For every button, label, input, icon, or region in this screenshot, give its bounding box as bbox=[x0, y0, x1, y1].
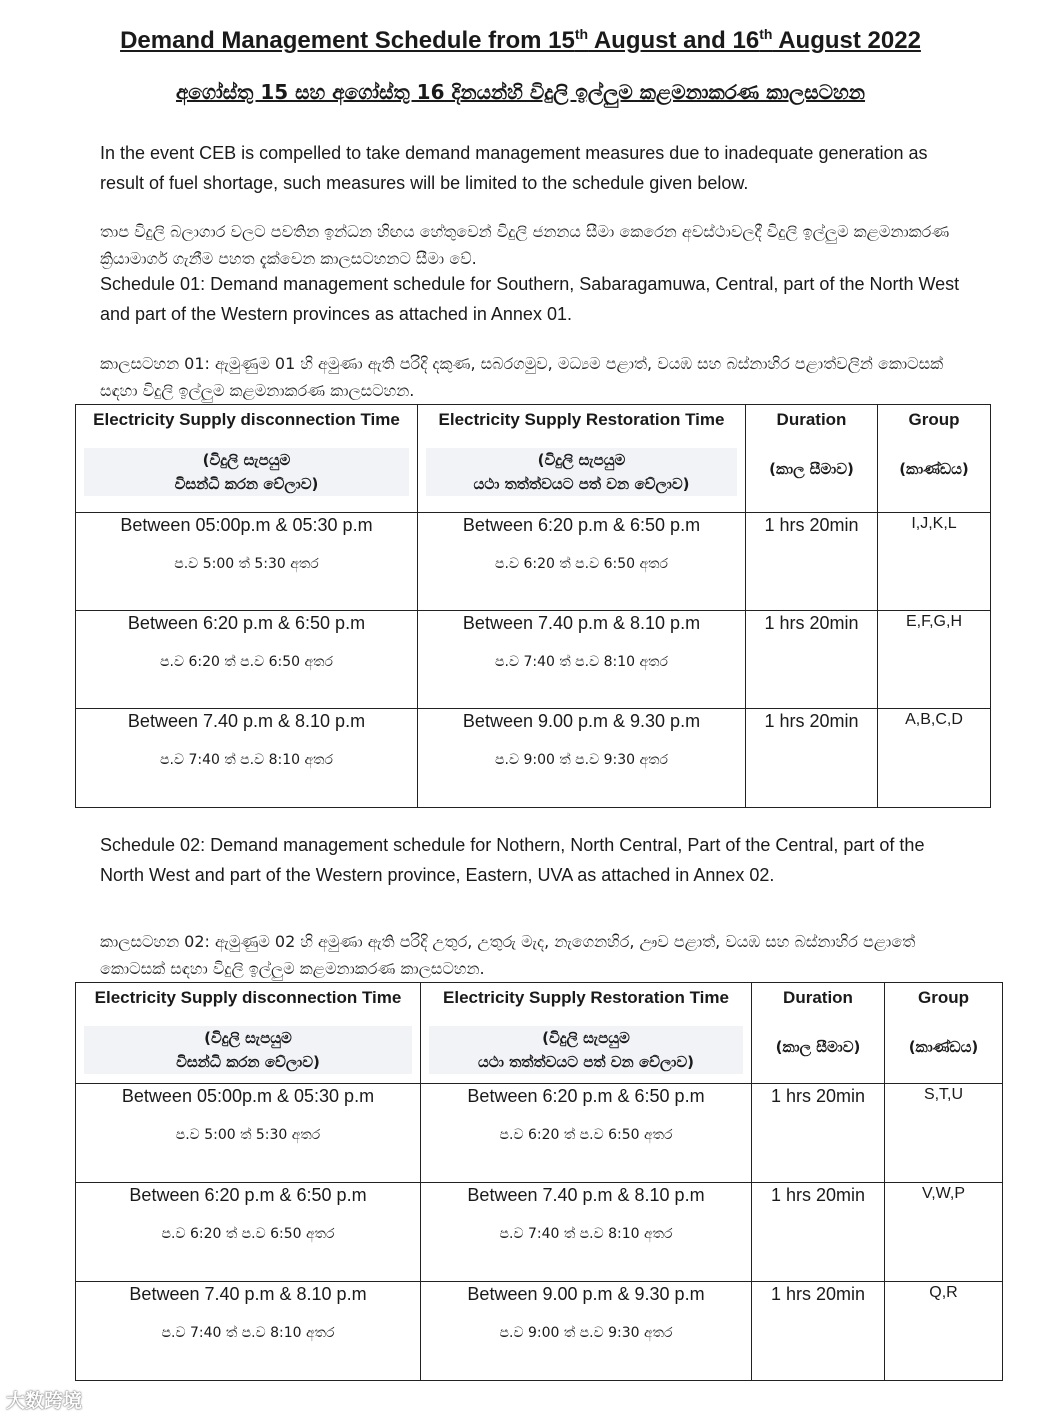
schedule1-intro-en: Schedule 01: Demand management schedule for Southern, Sabaragamuwa, Central, part of the North West and part of the Western provinces as attached in Annex 01. bbox=[100, 274, 960, 324]
intro-paragraph-en: In the event CEB is compelled to take demand management measures due to inadequate generation as result of fuel shortage, such measures will be limited to the schedule given below. bbox=[100, 143, 928, 193]
restore-cell: Between 9.00 p.m & 9.30 p.m ප.ව 9:00 ත් ප.ව 9:30 අතර bbox=[421, 1282, 752, 1381]
table-row bbox=[76, 709, 991, 808]
document-title: Demand Management Schedule from 15th August and 16th August 2022 bbox=[120, 26, 921, 54]
group-cell: E,F,G,H bbox=[878, 611, 991, 709]
header-restoration-time: Electricity Supply Restoration Time (විදුලි සැපයුම යථා තත්ත්වයට පත් වන වේලාව) bbox=[418, 405, 746, 513]
header-group: Group (කාණ්ඩය) bbox=[885, 983, 1003, 1084]
duration-cell: 1 hrs 20min bbox=[752, 1282, 885, 1381]
group-cell: I,J,K,L bbox=[878, 513, 991, 611]
header-disconnection-time: Electricity Supply disconnection Time (විදුලි සැපයුම විසන්ධි කරන වේලාව) bbox=[76, 983, 421, 1084]
watermark: 大数跨境 bbox=[6, 1390, 83, 1412]
table-header-row bbox=[76, 405, 991, 513]
disconnect-cell: Between 05:00p.m & 05:30 p.m ප.ව 5:00 ත් 5:30 අතර bbox=[76, 513, 418, 611]
restore-cell: Between 9.00 p.m & 9.30 p.m ප.ව 9:00 ත් ප.ව 9:30 අතර bbox=[418, 709, 746, 808]
table-row bbox=[76, 611, 991, 709]
restore-cell: Between 7.40 p.m & 8.10 p.m ප.ව 7:40 ත් ප.ව 8:10 අතර bbox=[418, 611, 746, 709]
disconnect-cell: Between 05:00p.m & 05:30 p.m ප.ව 5:00 ත් 5:30 අතර bbox=[76, 1084, 421, 1183]
duration-cell: 1 hrs 20min bbox=[752, 1084, 885, 1183]
table-header-row bbox=[76, 983, 1003, 1084]
duration-cell: 1 hrs 20min bbox=[746, 513, 878, 611]
schedule1-intro-si: කාලසටහන 01: ඇමුණුම 01 හි අමුණා ඇති පරිදි දකුණ, සබරගමුව, මධ්‍යම පළාත්, වයඹ සහ බස්නාහිර පළාත්වලින් කොටසක් සඳහා විදුලි ඉල්ලුම කළමනාකරණ කාලසටහන. bbox=[100, 354, 944, 400]
group-cell: V,W,P bbox=[885, 1183, 1003, 1282]
duration-cell: 1 hrs 20min bbox=[746, 709, 878, 808]
header-disconnection-time: Electricity Supply disconnection Time (විදුලි සැපයුම විසන්ධි කරන වේලාව) bbox=[76, 405, 418, 513]
table-row bbox=[76, 1282, 1003, 1381]
restore-cell: Between 6:20 p.m & 6:50 p.m ප.ව 6:20 ත් ප.ව 6:50 අතර bbox=[418, 513, 746, 611]
group-cell: A,B,C,D bbox=[878, 709, 991, 808]
disconnect-cell: Between 6:20 p.m & 6:50 p.m ප.ව 6:20 ත් ප.ව 6:50 අතර bbox=[76, 1183, 421, 1282]
header-duration: Duration (කාල සීමාව) bbox=[752, 983, 885, 1084]
group-cell: Q,R bbox=[885, 1282, 1003, 1381]
disconnect-cell: Between 7.40 p.m & 8.10 p.m ප.ව 7:40 ත් ප.ව 8:10 අතර bbox=[76, 1282, 421, 1381]
disconnect-cell: Between 6:20 p.m & 6:50 p.m ප.ව 6:20 ත් ප.ව 6:50 අතර bbox=[76, 611, 418, 709]
document-subtitle-wrap bbox=[0, 80, 1041, 104]
header-group: Group (කාණ්ඩය) bbox=[878, 405, 991, 513]
duration-cell: 1 hrs 20min bbox=[752, 1183, 885, 1282]
disconnect-cell: Between 7.40 p.m & 8.10 p.m ප.ව 7:40 ත් ප.ව 8:10 අතර bbox=[76, 709, 418, 808]
table-row bbox=[76, 1084, 1003, 1183]
schedule1-table bbox=[75, 404, 991, 808]
schedule2-table bbox=[75, 982, 1003, 1381]
table-row bbox=[76, 1183, 1003, 1282]
table-row bbox=[76, 513, 991, 611]
header-restoration-time: Electricity Supply Restoration Time (විදුලි සැපයුම යථා තත්ත්වයට පත් වන වේලාව) bbox=[421, 983, 752, 1084]
restore-cell: Between 6:20 p.m & 6:50 p.m ප.ව 6:20 ත් ප.ව 6:50 අතර bbox=[421, 1084, 752, 1183]
header-duration: Duration (කාල සීමාව) bbox=[746, 405, 878, 513]
schedule2-intro-en: Schedule 02: Demand management schedule for Nothern, North Central, Part of the Central, part of the North West and part of the Western province, Eastern, UVA as attached in Annex 02. bbox=[100, 835, 925, 885]
document-title-wrap bbox=[0, 26, 1041, 55]
restore-cell: Between 7.40 p.m & 8.10 p.m ප.ව 7:40 ත් ප.ව 8:10 අතර bbox=[421, 1183, 752, 1282]
duration-cell: 1 hrs 20min bbox=[746, 611, 878, 709]
group-cell: S,T,U bbox=[885, 1084, 1003, 1183]
schedule2-intro-si: කාලසටහන 02: ඇමුණුම 02 හි අමුණා ඇති පරිදි උතුර, උතුරු මැද, නැගෙනහිර, ඌව පළාත්, වයඹ සහ බස්නාහිර පළාතේ කොටසක් සඳහා විදුලි ඉල්ලුම කළමනාකරණ කාලසටහන. bbox=[100, 932, 916, 978]
document-subtitle-sinhala: අගෝස්තු 15 සහ අගෝස්තු 16 දිනයන්හි විදුලි ඉල්ලුම කළමනාකරණ කාලසටහන bbox=[175, 80, 866, 104]
intro-paragraph-si: තාප විදුලි බලාගාර වලට පවතින ඉන්ධන හිඟය හේතුවෙන් විදුලි ජනනය සීමා කෙරෙන අවස්ථාවලදී විදුලි ඉල්ලුම කළමනාකරණ ක්‍රියාමාර්ග ගැනීම පහත දැක්වෙන කාලසටහනට සීමා වේ. bbox=[100, 222, 950, 268]
